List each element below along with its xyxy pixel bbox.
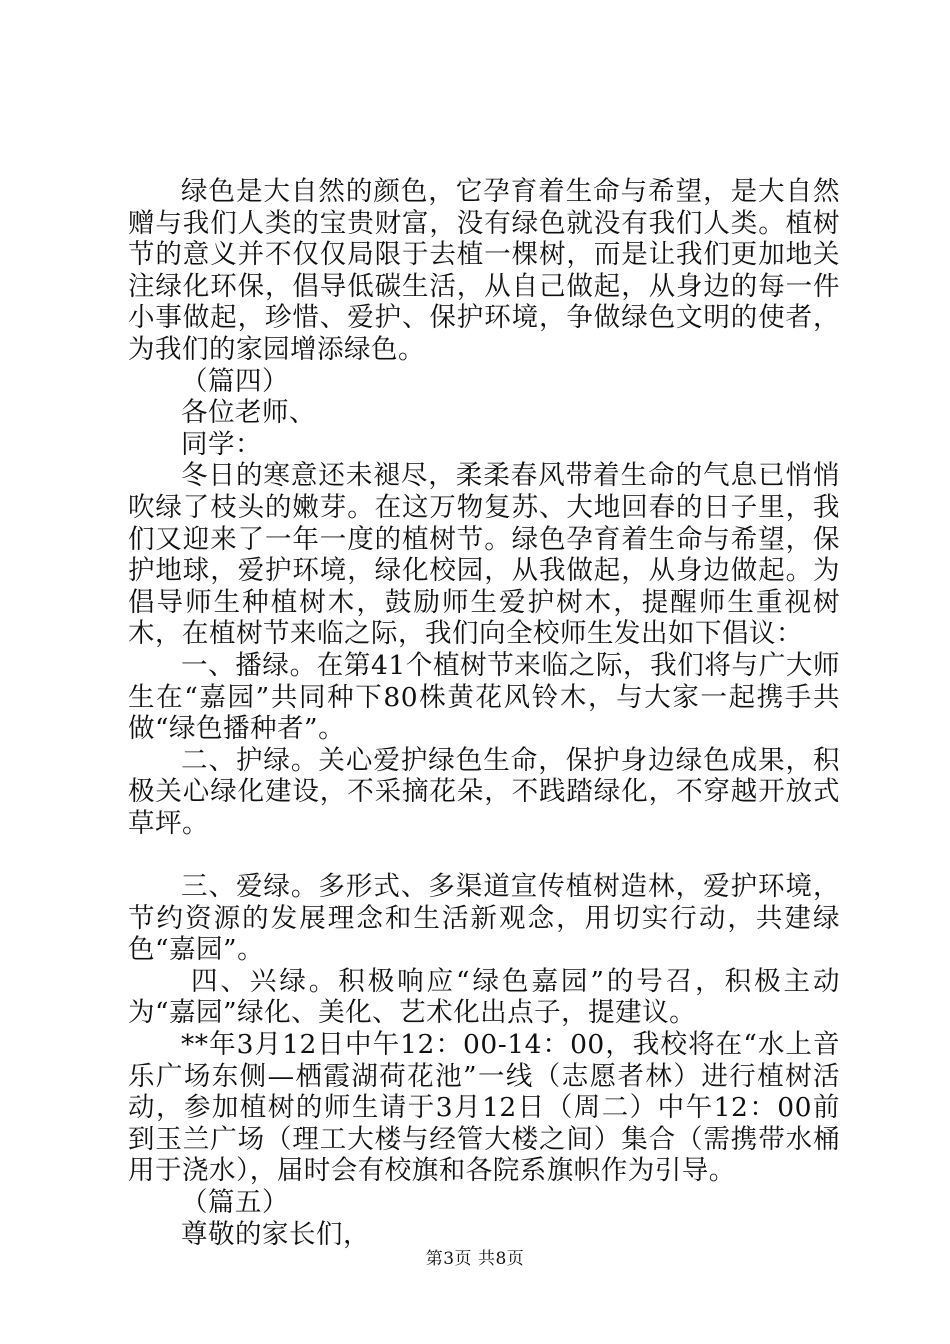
salutation-parents: 尊敬的家长们，	[181, 1218, 370, 1250]
paragraph-item-sow-green: 一、播绿。在第41个植树节来临之际，我们将与广大师生在“嘉园”共同种下80株黄花风铃木，与大家一起携手共做“绿色播种者”。	[128, 649, 840, 745]
paragraph-green-intro: 绿色是大自然的颜色，它孕育着生命与希望，是大自然赠与我们人类的宝贵财富，没有绿色就没有我们人类。植树节的意义并不仅仅局限于去植一棵树，而是让我们更加地关注绿化环保，倡导低碳生活，从自己做起，从身边的每一件小事做起，珍惜、爱护、保护环境，争做绿色文明的使者，为我们的家园增添绿色。	[128, 176, 840, 365]
paragraph-activity-details: **年3月12日中午12：00-14：00，我校将在“水上音乐广场东侧—栖霞湖荷花池”一线（志愿者林）进行植树活动，参加植树的师生请于3月12日（周二）中午12：00前到玉兰广场（理工大楼与经管大楼之间）集合（需携带水桶用于浇水），届时会有校旗和各院系旗帜作为引导。	[128, 1029, 840, 1187]
paragraph-winter-proposal: 冬日的寒意还未褪尽，柔柔春风带着生命的气息已悄悄吹绿了枝头的嫩芽。在这万物复苏、大地回春的日子里，我们又迎来了一年一度的植树节。绿色孕育着生命与希望，保护地球，爱护环境，绿化校园，从我做起，从身边做起。为倡导师生种植树木，鼓励师生爱护树木，提醒师生重视树木，在植树节来临之际，我们向全校师生发出如下倡议：	[128, 460, 840, 650]
section-heading-part-five: （篇五）	[181, 1187, 289, 1218]
document-body	[128, 176, 840, 1250]
paragraph-item-promote-green: 四、兴绿。积极响应“绿色嘉园”的号召，积极主动为“嘉园”绿化、美化、艺术化出点子，提建议。	[128, 965, 840, 1029]
section-heading-part-four: （篇四）	[181, 365, 289, 397]
paragraph-item-love-green: 三、爱绿。多形式、多渠道宣传植树造林，爱护环境，节约资源的发展理念和生活新观念，用切实行动，共建绿色“嘉园”。	[128, 871, 840, 966]
salutation-students: 同学：	[181, 428, 262, 460]
paragraph-item-protect-green: 二、护绿。关心爱护绿色生命，保护身边绿色成果，积极关心绿化建设，不采摘花朵，不践踏绿化，不穿越开放式草坪。	[128, 744, 840, 839]
salutation-teachers: 各位老师、	[181, 397, 316, 429]
page-number-footer: 第3页 共8页	[425, 1249, 525, 1269]
